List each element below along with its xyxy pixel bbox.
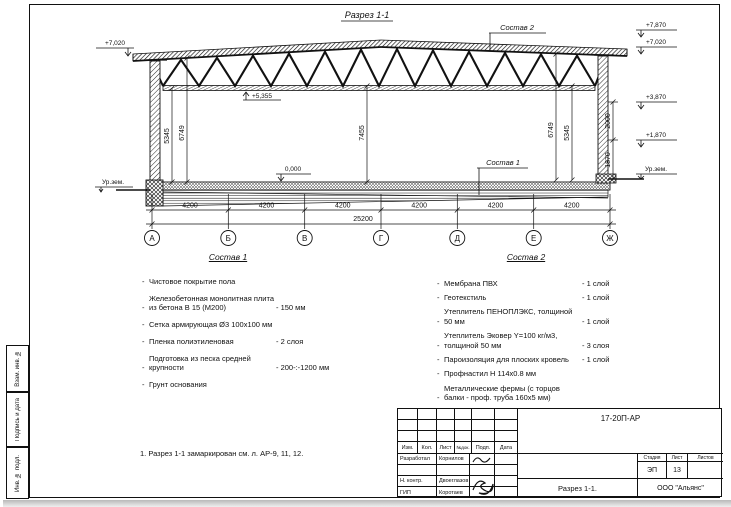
- tb-drawing-title: Разрез 1-1.: [518, 479, 638, 498]
- bullet: -: [142, 302, 145, 312]
- tb-empty-cell: [455, 420, 472, 431]
- tb-role: Н. контр.: [398, 476, 437, 487]
- tb-date-cell: [495, 454, 518, 465]
- bullet: -: [142, 336, 145, 346]
- title-block: [397, 408, 722, 497]
- item-value: - 1 слой: [582, 293, 610, 302]
- tb-stage-value: ЭП: [638, 462, 667, 479]
- axis-bubble-4: Д: [454, 234, 461, 243]
- elevation-right-2: +7,020: [645, 39, 667, 46]
- list-item: [437, 279, 615, 288]
- bullet: -: [437, 393, 440, 402]
- tb-empty-cell: [418, 431, 437, 442]
- tb-sheet-label: Лист: [667, 454, 688, 462]
- dim-2000: 2000: [605, 113, 612, 129]
- item-value: - 150 мм: [276, 302, 306, 312]
- item-name: Железобетонная монолитная плита из бетона В 15 (М200): [149, 293, 275, 312]
- elevation-right-1: +7,870: [645, 22, 667, 29]
- tb-empty-cell: [437, 420, 455, 431]
- tb-header-kol: Кол.: [418, 442, 437, 454]
- strip-label: Взам. инв. №: [14, 350, 21, 387]
- signature-2: [473, 481, 493, 494]
- strip-label: Подпись и дата: [14, 397, 21, 442]
- elevation-right-4: +1,870: [645, 132, 667, 139]
- ground-label-left: Ур.зем.: [101, 179, 125, 186]
- list-item: [437, 384, 615, 403]
- tb-role: [398, 465, 437, 476]
- axis-bubble-6: Ж: [606, 234, 614, 243]
- tb-sheet-value: 13: [667, 462, 688, 479]
- item-name: Геотекстиль: [444, 293, 487, 302]
- axis-bubble-1: Б: [225, 234, 231, 243]
- list-item: [142, 320, 314, 329]
- foundation-left: [146, 180, 163, 206]
- list-item: [437, 307, 615, 326]
- dim-6749-right: 6749: [548, 122, 555, 138]
- tb-name: [437, 465, 470, 476]
- bullet: -: [437, 278, 440, 288]
- elevation-marks-left: [95, 40, 134, 192]
- tb-empty-cell: [418, 409, 437, 420]
- item-name: Утеплитель ПЕНОПЛЭКС, толщиной 50 мм: [444, 307, 573, 326]
- sostav-2-list: [437, 252, 615, 407]
- elevation-left-top: +7,020: [104, 40, 126, 47]
- bullet: -: [437, 340, 440, 350]
- signature-1: [473, 458, 490, 462]
- dim-6749-left: 6749: [179, 125, 186, 141]
- tb-empty-cell: [398, 431, 418, 442]
- span-dim-5: 4200: [564, 202, 580, 210]
- tb-date-cell: [495, 465, 518, 476]
- axis-bubbles: [145, 231, 618, 246]
- note-text: 1. Разрез 1-1 замаркирован см. л. АР-9, 11, 12.: [140, 449, 304, 458]
- item-value: - 1 слой: [582, 278, 610, 288]
- tb-name: Корнилов: [437, 454, 470, 465]
- sostav-2-title: Состав 2: [506, 252, 546, 262]
- list-item: [142, 380, 314, 389]
- tb-header-data: Дата: [495, 442, 518, 454]
- list-item: [142, 277, 314, 286]
- tb-empty-cell: [455, 431, 472, 442]
- callout-sostav-2: Состав 2: [500, 23, 534, 32]
- callout-sostav-1: Состав 1: [486, 158, 520, 167]
- elevation-marks-right: [636, 22, 677, 179]
- section-drawing: [0, 0, 731, 250]
- span-dim-1: 4200: [258, 202, 275, 210]
- span-dim-0: 4200: [182, 202, 198, 210]
- span-dim-4: 4200: [487, 202, 504, 210]
- item-name: Пленка полиэтиленовая: [149, 336, 234, 346]
- dim-1870: 1870: [605, 152, 612, 168]
- dim-7455-center: 7455: [359, 125, 366, 141]
- tb-name: Коротаев: [437, 487, 470, 498]
- tb-doc-number: 17-20П-АР: [518, 409, 723, 454]
- roof-covering: [133, 40, 627, 61]
- tb-name: Двоеглазов: [437, 476, 470, 487]
- item-name: Грунт основания: [149, 379, 207, 389]
- tb-empty-cell: [455, 409, 472, 420]
- list-item: [437, 331, 615, 350]
- floor-slab: [148, 182, 610, 190]
- strip-label: Инв. № подл.: [14, 454, 21, 492]
- tb-header-podp: Подп.: [472, 442, 495, 454]
- tb-date-cell: [495, 487, 518, 498]
- bullet: -: [142, 276, 145, 286]
- list-item: [142, 294, 314, 313]
- tb-empty-cell: [437, 431, 455, 442]
- bullet: -: [437, 316, 440, 326]
- tb-header-izm: Изм.: [398, 442, 418, 454]
- ground-label-right: Ур.зем.: [644, 166, 668, 173]
- total-dim: 25200: [353, 216, 373, 223]
- axis-bubble-2: В: [302, 234, 308, 243]
- tb-empty-cell: [398, 409, 418, 420]
- span-dim-3: 4200: [411, 202, 427, 210]
- item-name: Сетка армирующая Ø3 100х100 мм: [149, 319, 273, 329]
- item-value: - 200-:-1200 мм: [276, 362, 330, 372]
- page-edge-shadow: [3, 500, 731, 507]
- tb-stage-label: Стадия: [638, 454, 667, 462]
- item-value: - 1 слой: [582, 316, 610, 326]
- tb-empty-cell: [495, 409, 518, 420]
- item-name: Мембрана ПВХ: [444, 278, 498, 288]
- item-name: Подготовка из песка средней крупности: [149, 353, 251, 372]
- item-value: - 1 слой: [582, 354, 610, 364]
- strip-cell-vzam: [6, 345, 29, 392]
- span-dim-2: 4200: [335, 202, 351, 210]
- axis-bubble-5: Е: [531, 234, 537, 243]
- axis-bubble-0: А: [149, 234, 155, 243]
- tb-empty-cell: [472, 420, 495, 431]
- sostav-1-list: [142, 252, 330, 397]
- item-name: Утеплитель Эковер Y=100 кг/м3, толщиной 50 мм: [444, 331, 558, 350]
- tb-sheets-value: [688, 462, 723, 479]
- bullet: -: [437, 293, 440, 302]
- sand-bed: [163, 190, 608, 206]
- item-name: Пароизоляция для плоских кровель: [444, 354, 569, 364]
- tb-header-list: Лист: [437, 442, 455, 454]
- tb-empty-cell: [418, 420, 437, 431]
- axis-bubble-3: Г: [378, 234, 384, 243]
- tb-empty-cell: [495, 431, 518, 442]
- item-value: - 3 слоя: [582, 340, 610, 350]
- tb-empty-cell: [472, 409, 495, 420]
- strip-cell-inv: [6, 447, 29, 499]
- elevation-truss-bottom: +5,355: [251, 93, 273, 100]
- wall-left: [150, 61, 160, 182]
- sostav-1-title: Состав 1: [208, 252, 248, 262]
- floor: [116, 174, 644, 206]
- list-item: [142, 353, 330, 373]
- elevation-marks-inside: [243, 92, 311, 181]
- bullet: -: [142, 319, 145, 329]
- tb-role: Разработал: [398, 454, 437, 465]
- tb-empty-cell: [437, 409, 455, 420]
- tb-role: ГИП: [398, 487, 437, 498]
- list-item: [437, 369, 615, 378]
- tb-empty-cell: [518, 454, 638, 479]
- strip-cell-podpis: [6, 392, 29, 447]
- bullet: -: [142, 362, 145, 372]
- walls: [146, 55, 614, 182]
- signatures: [469, 454, 495, 498]
- bullet: -: [437, 369, 440, 379]
- item-name: Профнастил Н 114х0.8 мм: [444, 369, 537, 379]
- list-item: [142, 337, 314, 346]
- bullet: -: [437, 354, 440, 364]
- tb-empty-cell: [472, 431, 495, 442]
- list-item: [437, 355, 615, 364]
- item-value: - 2 слоя: [276, 336, 304, 346]
- tb-company: ООО "Альянс": [657, 485, 704, 492]
- dim-5345-right: 5345: [564, 125, 571, 141]
- tb-empty-cell: [495, 420, 518, 431]
- tb-sheets-label: Листов: [688, 454, 723, 462]
- bullet: -: [142, 379, 145, 389]
- dim-5345-left: 5345: [164, 128, 171, 144]
- item-name: Металлические фермы (с торцов балки - проф. труба 160х5 мм): [444, 383, 560, 402]
- list-item: [437, 293, 615, 302]
- item-name: Чистовое покрытие пола: [149, 276, 236, 286]
- section-title: Разрез 1-1: [344, 10, 390, 20]
- elevation-right-3: +3,870: [645, 94, 667, 101]
- tb-empty-cell: [398, 420, 418, 431]
- elevation-floor: 0,000: [284, 166, 302, 173]
- tb-date-cell: [495, 476, 518, 487]
- tb-header-ndok: №док.: [455, 442, 472, 454]
